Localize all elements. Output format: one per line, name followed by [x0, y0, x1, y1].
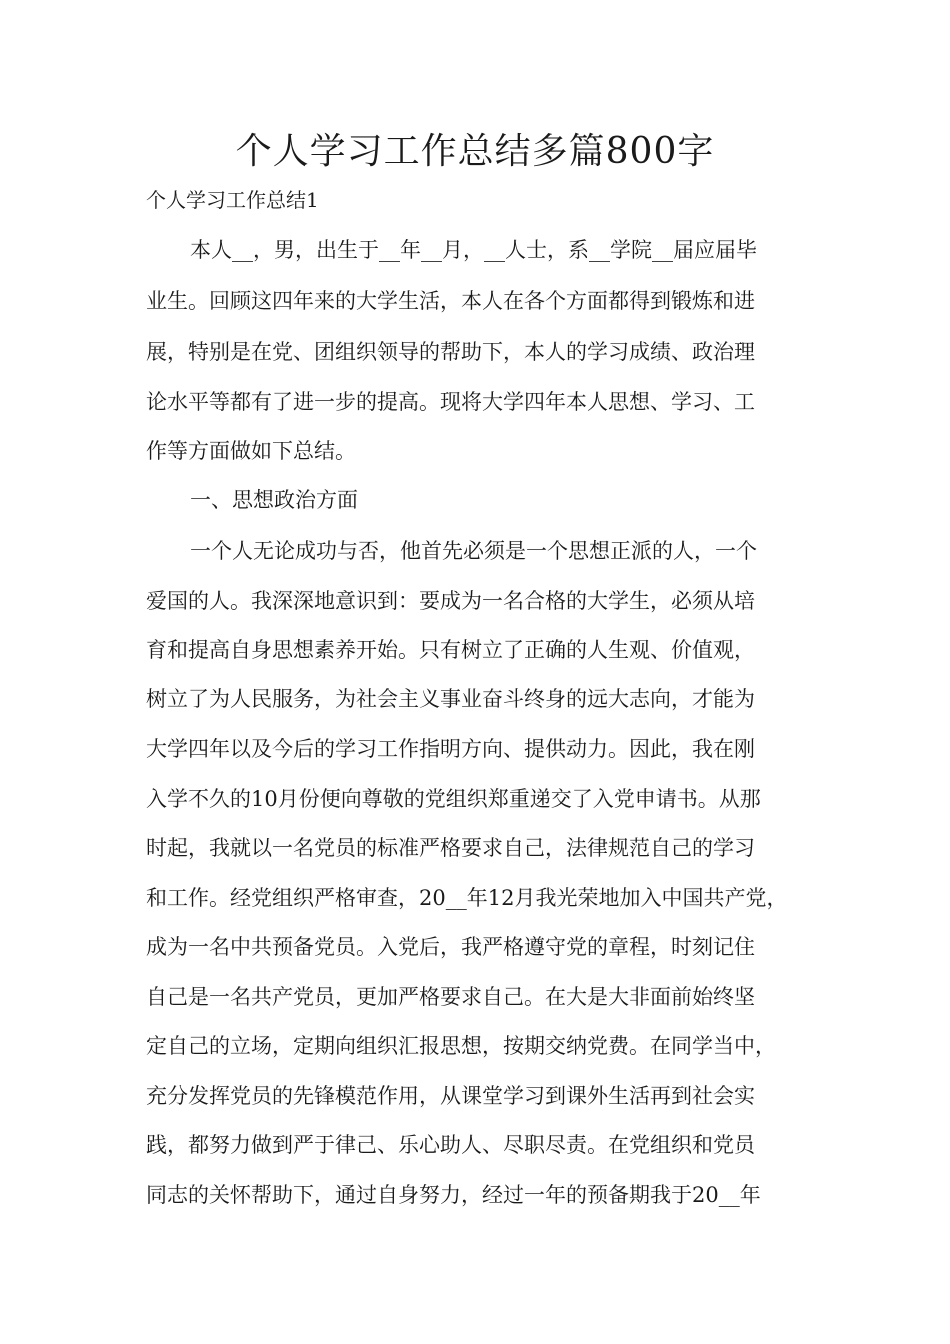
paragraph-line: 业生。回顾这四年来的大学生活，本人在各个方面都得到锻炼和进	[146, 289, 755, 313]
paragraph-line: 自己是一名共产党员，更加严格要求自己。在大是大非面前始终坚	[146, 985, 755, 1009]
paragraph-line: 树立了为人民服务，为社会主义事业奋斗终身的远大志向，才能为	[146, 687, 755, 711]
paragraph-line: 充分发挥党员的先锋模范作用，从课堂学习到课外生活再到社会实	[146, 1084, 755, 1108]
paragraph-line: 大学四年以及今后的学习工作指明方向、提供动力。因此，我在刚	[146, 737, 755, 761]
paragraph-line: 本人__，男，出生于__年__月，__人士，系__学院__届应届毕	[190, 238, 757, 262]
section-heading: 一、思想政治方面	[190, 488, 358, 512]
paragraph-line: 一个人无论成功与否，他首先必须是一个思想正派的人，一个	[190, 539, 757, 563]
paragraph-line: 论水平等都有了进一步的提高。现将大学四年本人思想、学习、工	[146, 390, 755, 414]
paragraph-line: 和工作。经党组织严格审查，20__年12月我光荣地加入中国共产党，	[146, 886, 788, 910]
paragraph-line: 定自己的立场，定期向组织汇报思想，按期交纳党费。在同学当中，	[146, 1034, 776, 1058]
paragraph-line: 入学不久的10月份便向尊敬的党组织郑重递交了入党申请书。从那	[146, 787, 761, 811]
paragraph-line: 爱国的人。我深深地意识到：要成为一名合格的大学生，必须从培	[146, 589, 755, 613]
paragraph-line: 时起，我就以一名党员的标准严格要求自己，法律规范自己的学习	[146, 836, 755, 860]
paragraph-line: 作等方面做如下总结。	[146, 439, 356, 463]
paragraph-line: 成为一名中共预备党员。入党后，我严格遵守党的章程，时刻记住	[146, 935, 755, 959]
section-title: 个人学习工作总结1	[146, 188, 319, 212]
document-title: 个人学习工作总结多篇800字	[235, 131, 715, 172]
paragraph-line: 同志的关怀帮助下，通过自身努力，经过一年的预备期我于20__年	[146, 1183, 761, 1207]
paragraph-line: 展，特别是在党、团组织领导的帮助下，本人的学习成绩、政治理	[146, 340, 755, 364]
paragraph-line: 育和提高自身思想素养开始。只有树立了正确的人生观、价值观，	[146, 638, 755, 662]
paragraph-line: 践，都努力做到严于律己、乐心助人、尽职尽责。在党组织和党员	[146, 1133, 755, 1157]
